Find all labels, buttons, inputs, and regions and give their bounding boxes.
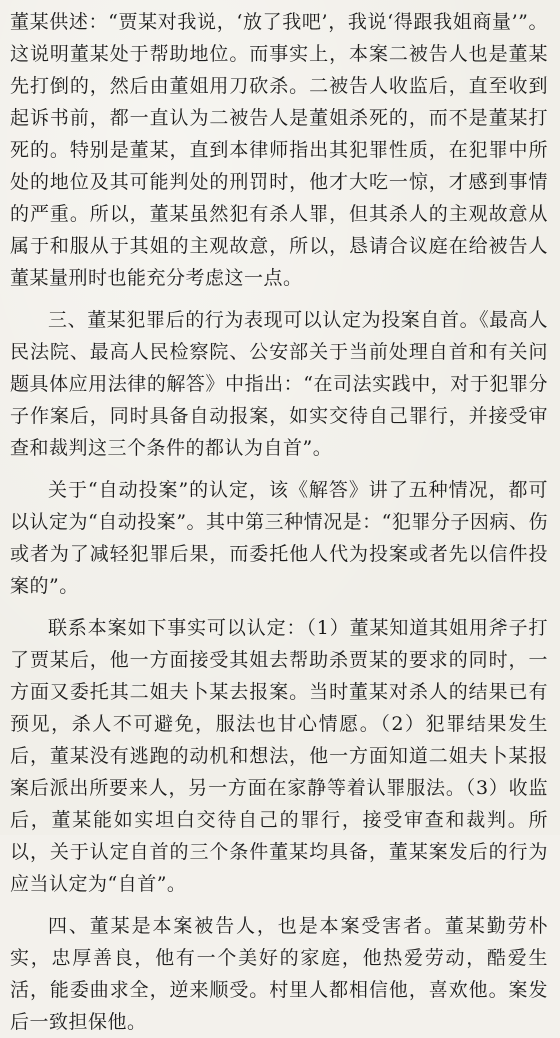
paragraph-case-facts: 联系本案如下事实可以认定：（1）董某知道其姐用斧子打了贾某后，他一方面接受其姐去帮助杀贾某的要求的同时，一方面又委托其二姐夫卜某去报案。当时董某对杀人的结果已有预见，杀人不可避免，服法也甘心情愿。（2）犯罪结果发生后，董某没有逃跑的动机和想法，他一方面知道二姐夫卜某报案后派出所要来人，另一方面在家静等着认罪服法。（3）收监后，董某能如实坦白交待自己的罪行，接受审查和裁判。所以，关于认定自首的三个条件董某均具备，董某案发后的行为应当认定为“自首”。 xyxy=(10,617,548,895)
paragraph-defendant-statement: 董某供述：“贾某对我说，‘放了我吧’，我说‘得跟我姐商量’”。这说明董某处于帮助地位。而事实上，本案二被告人也是董某先打倒的，然后由董姐用刀砍杀。二被告人收监后，直至收到起诉书前，都一直认为二被告人是董姐杀死的，而不是董某打死的。特别是董某，直到本律师指出其犯罪性质，在犯罪中所处的地位及其可能判处的刑罚时，他才大吃一惊，才感到事情的严重。所以，董某虽然犯有杀人罪，但其杀人的主观故意从属于和服从于其姐的主观故意，所以，恳请合议庭在给被告人董某量刑时也能充分考虑这一点。 xyxy=(10,11,548,289)
paragraph-section-four-victim: 四、董某是本案被告人，也是本案受害者。董某勤劳朴实，忠厚善良，他有一个美好的家庭，他热爱劳动，酷爱生活，能委曲求全，逆来顺受。村里人都相信他，喜欢他。案发后一致担保他。 xyxy=(10,915,548,1033)
paragraph-voluntary-surrender-definition: 关于“自动投案”的认定，该《解答》讲了五种情况，都可以认定为“自动投案”。其中第三种情况是：“犯罪分子因病、伤或者为了减轻犯罪后果，而委托他人代为投案或者先以信件投案的”。 xyxy=(10,479,548,597)
paragraph-section-three-surrender: 三、董某犯罪后的行为表现可以认定为投案自首。《最高人民法院、最高人民检察院、公安部关于当前处理自首和有关问题具体应用法律的解答》中指出：“在司法实践中，对于犯罪分子作案后，同时具备自动报案，如实交待自己罪行，并接受审查和裁判这三个条件的都认为自首”。 xyxy=(10,309,548,459)
